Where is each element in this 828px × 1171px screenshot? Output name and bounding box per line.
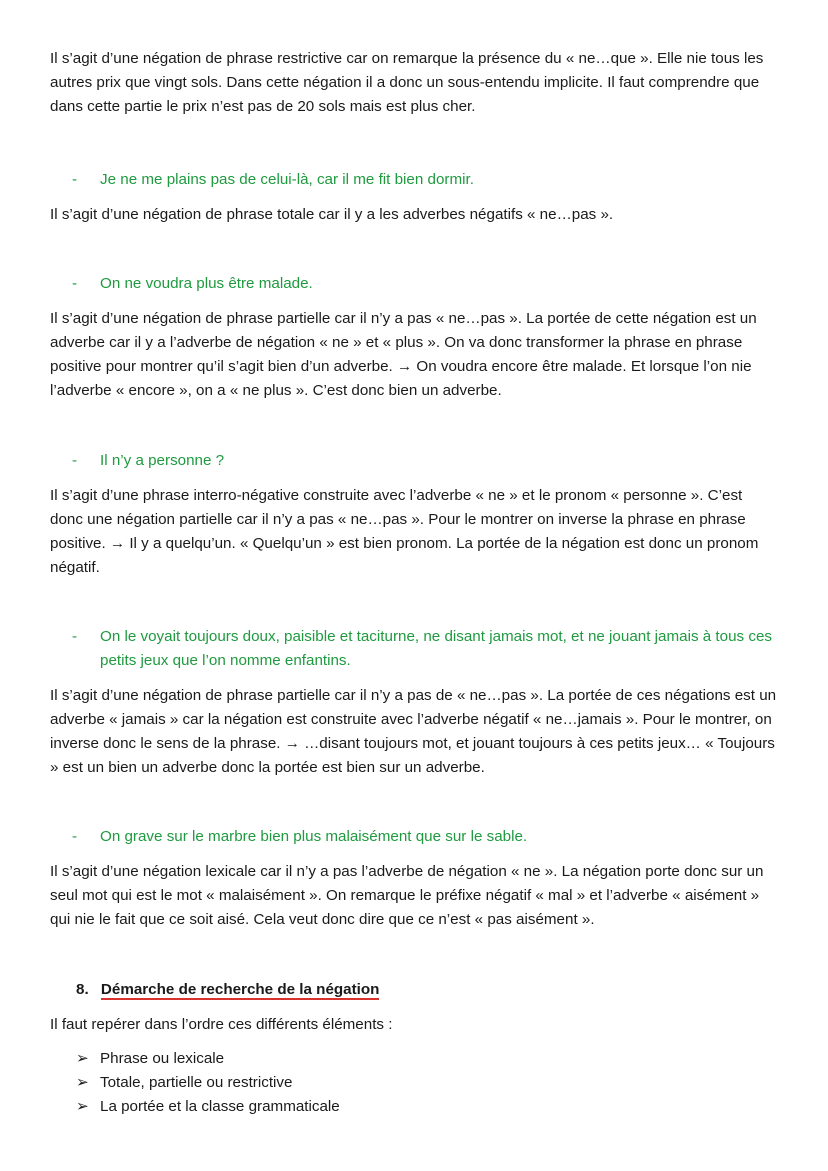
dash-bullet: - (72, 171, 78, 188)
dash-bullet: - (72, 828, 78, 845)
paragraph-lexicale: Il s’agit d’une négation lexicale car il n’y a pas l’adverbe de négation « ne ». La négation porte donc sur un seul mot qui est le mot « malaisément ». On remarque le préfixe négatif « mal » et l’adverbe « aisément » qui nie le fait que ce soit aisé. Cela veut donc dire que ce n’est « pas aisément ». (50, 863, 764, 928)
example-sentence-4 (72, 625, 778, 673)
paragraph-instructions: Il faut repérer dans l’ordre ces différents éléments : (50, 1016, 393, 1033)
paragraph-partielle-adverbe: Il s’agit d’une négation de phrase partielle car il n’y a pas « ne…pas ». La portée de cette négation est un adverbe car il y a l’adverbe de négation « ne » et « plus ». On va donc transformer la phrase en phrase positive pour montrer qu’il s’agit bien d’un adverbe. → On voudra encore être malade. Et lorsque l’on nie l’adverbe « encore », on a « ne plus ». C’est donc bien un adverbe. (50, 310, 757, 399)
example-sentence-2 (72, 272, 778, 296)
list-item (76, 1047, 340, 1071)
list-item (76, 1071, 340, 1095)
dash-bullet: - (72, 628, 78, 645)
section-title: Démarche de recherche de la négation (100, 981, 380, 998)
list-item-text: Phrase ou lexicale (100, 1050, 225, 1067)
arrow-bullet-icon: ➢ (76, 1050, 89, 1067)
example-sentence-1 (72, 168, 778, 192)
list-item-text: Totale, partielle ou restrictive (100, 1073, 293, 1091)
example-sentence-5 (72, 825, 778, 849)
section-heading (76, 978, 379, 1002)
paragraph-restrictive: Il s’agit d’une négation de phrase restrictive car on remarque la présence du « ne…que ». Elle nie tous les autres prix que vingt sols. Dans cette négation il a donc un sous-entendu implicite. Il faut comprendre que dans cette partie le prix n’est pas de 20 sols mais est plus cher. (50, 50, 764, 115)
paragraph-totale: Il s’agit d’une négation de phrase totale car il y a les adverbes négatifs « ne…pas ». (50, 206, 614, 223)
section-number: 8. (76, 981, 89, 998)
arrow-bullet-icon: ➢ (76, 1073, 89, 1091)
example-text: On ne voudra plus être malade. (100, 275, 313, 292)
list-item (76, 1095, 340, 1119)
criteria-list (76, 1047, 340, 1119)
arrow-bullet-icon: ➢ (76, 1097, 89, 1115)
example-text: On grave sur le marbre bien plus malaisément que sur le sable. (100, 828, 528, 845)
dash-bullet: - (72, 275, 78, 292)
example-text: Il n’y a personne ? (100, 452, 225, 469)
example-sentence-3 (72, 449, 778, 473)
paragraph-partielle-jamais: Il s’agit d’une négation de phrase partielle car il n’y a pas de « ne…pas ». La portée de ces négations est un adverbe « jamais » car la négation est construite avec l’adverbe négatif « ne…jamais ». Pour le montrer, on inverse donc le sens de la phrase. → …disant toujours mot, et jouant toujours à ces petits jeux… « Toujours » est un bien un adverbe donc la portée est bien sur un adverbe. (50, 687, 777, 776)
list-item-text: La portée et la classe grammaticale (100, 1097, 340, 1115)
paragraph-interro-negative: Il s’agit d’une phrase interro-négative construite avec l’adverbe « ne » et le pronom « personne ». C’est donc une négation partielle car il n’y a pas « ne…pas ». Pour le montrer on inverse la phrase en phrase positive. → Il y a quelqu’un. « Quelqu’un » est bien pronom. La portée de la négation est donc un pronom négatif. (50, 487, 759, 576)
example-text: On le voyait toujours doux, paisible et taciturne, ne disant jamais mot, et ne jouant jamais à tous ces petits jeux que l’on nomme enfantins. (100, 628, 772, 669)
dash-bullet: - (72, 452, 78, 469)
example-text: Je ne me plains pas de celui-là, car il me fit bien dormir. (100, 171, 474, 188)
